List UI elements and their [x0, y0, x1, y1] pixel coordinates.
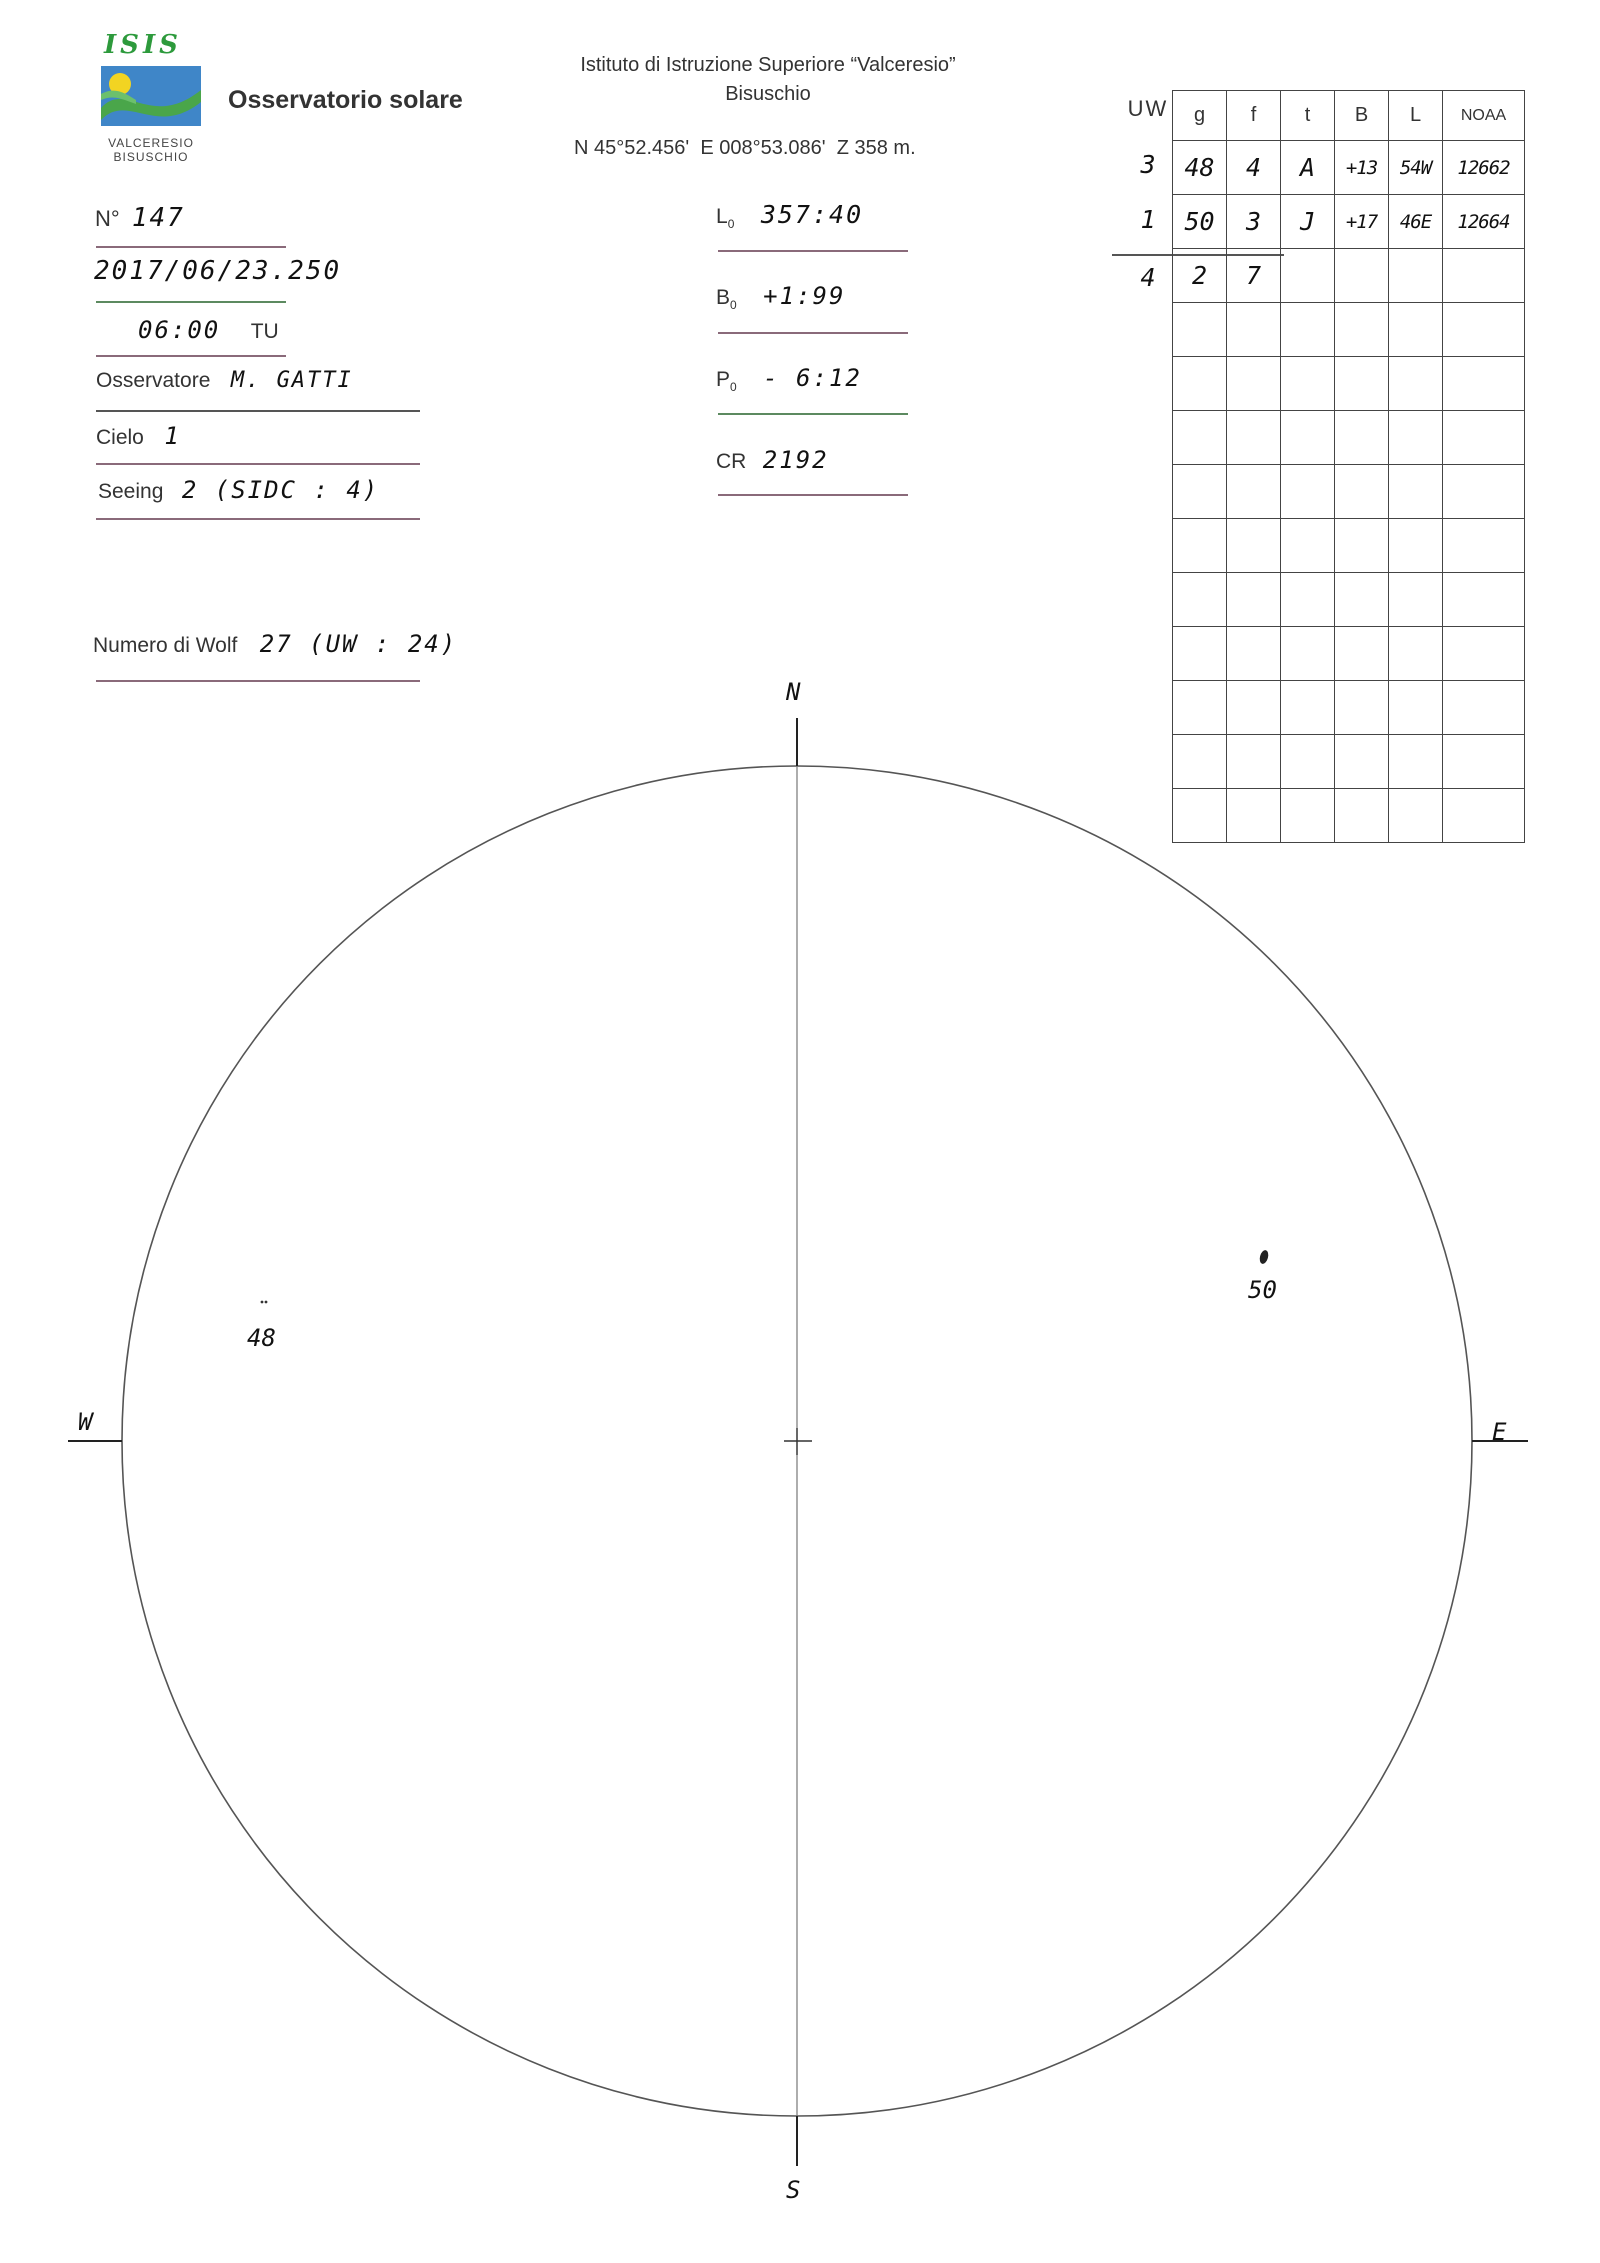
sunspot-group-48 — [261, 1301, 264, 1304]
cell-f: 3 — [1227, 195, 1281, 249]
header-g: g — [1173, 91, 1227, 141]
institute-town: Bisuschio — [725, 83, 811, 105]
sunspot-group-48 — [265, 1301, 268, 1304]
cell-l: 46E — [1389, 195, 1443, 249]
p0-label: $P_0$ — [716, 368, 737, 395]
group-label-48: 48 — [247, 1324, 276, 1352]
wolf-value: 27 (UW : 24) — [259, 630, 458, 658]
logo-name-line1: VALCERESIO — [108, 136, 194, 150]
west-label: W — [78, 1408, 93, 1436]
cell-t: A — [1281, 141, 1335, 195]
observation-date: 2017/06/23.250 — [94, 256, 342, 286]
logo-brand: ISIS — [104, 30, 182, 60]
time-unit: TU — [250, 320, 279, 343]
cr-value: 2192 — [762, 446, 829, 474]
institute-name: Istituto di Istruzione Superiore “Valceresio” — [580, 54, 956, 76]
header-t: t — [1281, 91, 1335, 141]
wolf-label: Numero di Wolf — [93, 634, 238, 657]
b0-value: +1:99 — [763, 282, 846, 310]
header-f: f — [1227, 91, 1281, 141]
p0-value: - 6:12 — [763, 364, 862, 392]
sunspot-group-50 — [1258, 1249, 1269, 1265]
sky-label: Cielo — [96, 426, 144, 449]
logo-name-line2: BISUSCHIO — [113, 150, 189, 164]
seeing-value: 2 (SIDC : 4) — [181, 476, 380, 504]
seeing-label: Seeing — [98, 480, 164, 503]
site-coordinates: N 45°52.456' E 008°53.086' Z 358 m. — [574, 137, 916, 159]
cell-g: 48 — [1173, 141, 1227, 195]
header-noaa: NOAA — [1443, 91, 1525, 141]
uw-row-2: 1 — [1140, 205, 1156, 234]
cell-b: +13 — [1335, 141, 1389, 195]
north-label: N — [786, 678, 801, 706]
observatory-title: Osservatorio solare — [228, 86, 463, 114]
uw-row-1: 3 — [1140, 150, 1156, 179]
uw-total: 4 — [1140, 263, 1156, 292]
south-label: S — [786, 2176, 801, 2204]
total-g: 2 — [1173, 249, 1227, 303]
east-label: E — [1492, 1418, 1507, 1446]
cell-g: 50 — [1173, 195, 1227, 249]
cell-noaa: 12664 — [1443, 195, 1525, 249]
b0-label: $B_0$ — [716, 286, 737, 313]
cell-l: 54W — [1389, 141, 1443, 195]
l0-value: 357:40 — [760, 200, 864, 229]
header-l: L — [1389, 91, 1443, 141]
observer-value: M. GATTI — [230, 368, 353, 393]
group-label-50: 50 — [1248, 1276, 1277, 1304]
record-number-value: 147 — [131, 203, 185, 233]
time-value: 06:00 — [138, 316, 221, 344]
cell-b: +17 — [1335, 195, 1389, 249]
cr-label: CR — [716, 450, 747, 473]
record-number-label: N° — [95, 206, 120, 231]
cell-t: J — [1281, 195, 1335, 249]
cell-f: 4 — [1227, 141, 1281, 195]
cell-noaa: 12662 — [1443, 141, 1525, 195]
uw-header: UW — [1127, 96, 1169, 121]
observer-label: Osservatore — [96, 369, 211, 392]
sky-value: 1 — [164, 422, 181, 450]
l0-label: $L_0$ — [716, 205, 735, 232]
total-f: 7 — [1227, 249, 1281, 303]
header-b: B — [1335, 91, 1389, 141]
